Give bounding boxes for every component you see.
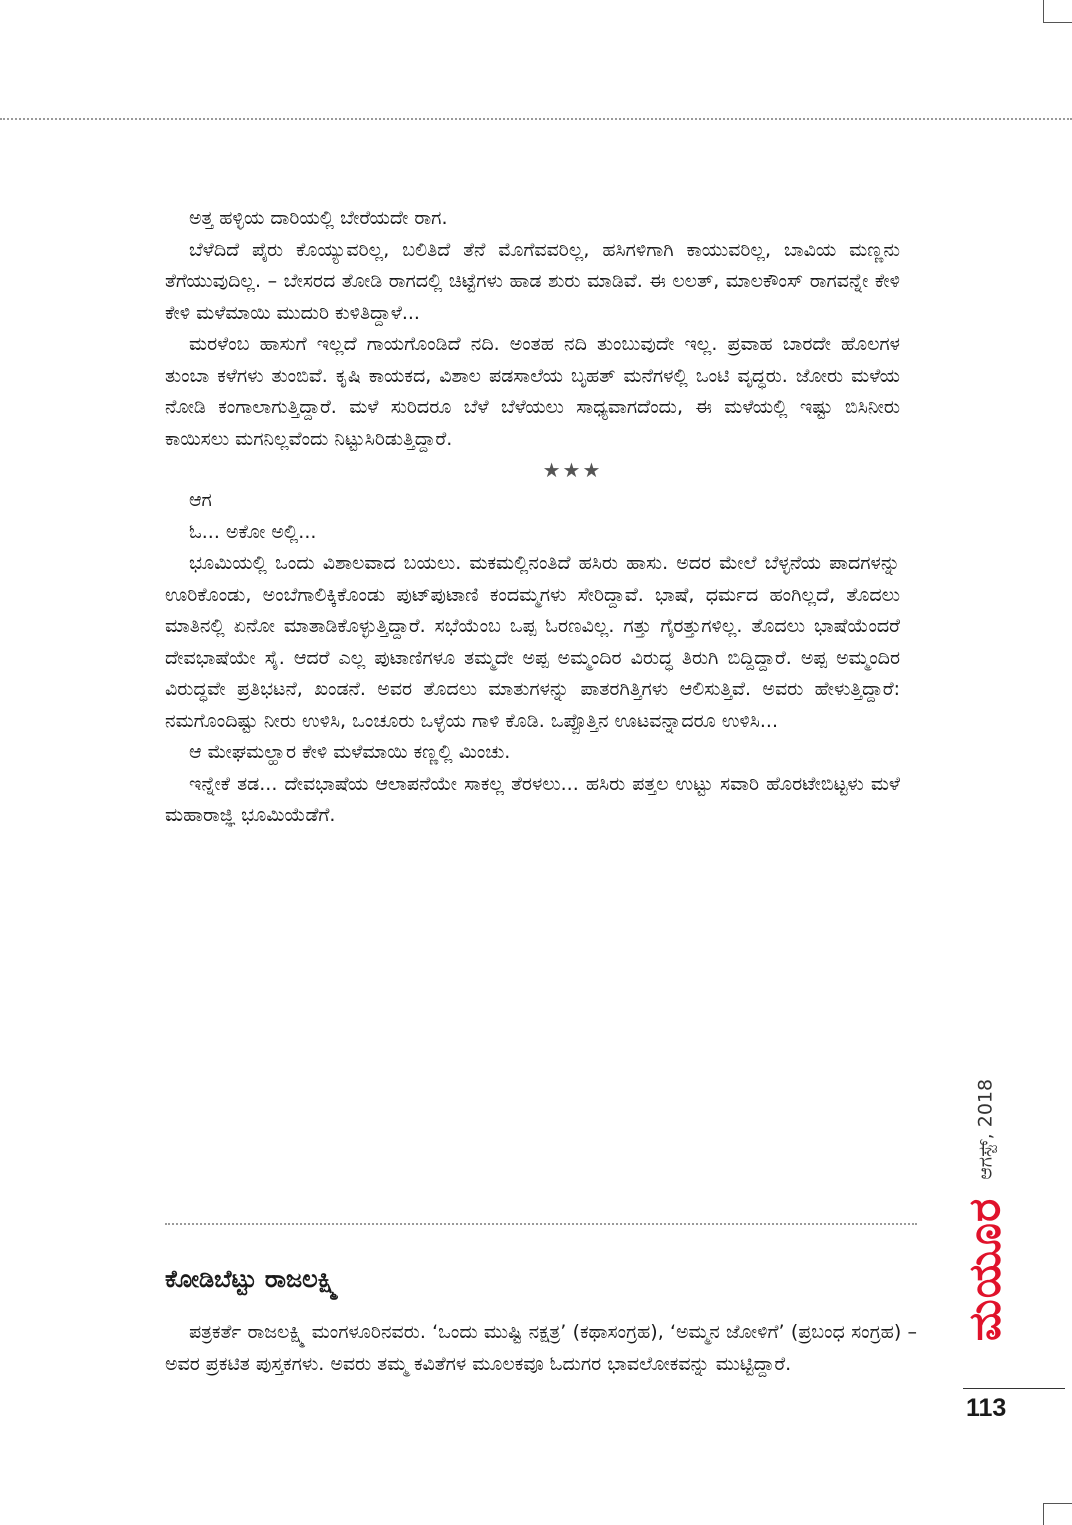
article-body — [165, 203, 900, 832]
author-name: ಕೋಡಿಬೆಟ್ಟು ರಾಜಲಕ್ಷ್ಮಿ — [165, 1265, 339, 1293]
author-dotted-divider — [165, 1223, 917, 1225]
article-paragraph: ಭೂಮಿಯಲ್ಲಿ ಒಂದು ವಿಶಾಲವಾದ ಬಯಲು. ಮಕಮಲ್ಲಿನಂತಿದೆ ಹಸಿರು ಹಾಸು. ಅದರ ಮೇಲೆ ಬೆಳ್ಳನೆಯ ಪಾದಗಳನ್ನು ಊರಿಕೊಂಡು, ಅಂಬೆಗಾಲಿಕ್ಕಿಕೊಂಡು ಪುಟ್‌ಪುಟಾಣಿ ಕಂದಮ್ಮಗಳು ಸೇರಿದ್ದಾವೆ. ಭಾಷೆ, ಧರ್ಮದ ಹಂಗಿಲ್ಲದೆ, ತೊದಲು ಮಾತಿನಲ್ಲಿ ಏನೋ ಮಾತಾಡಿಕೊಳ್ಳುತ್ತಿದ್ದಾರೆ. ಸಭೆಯೆಂಬ ಒಪ್ಪ ಓರಣವಿಲ್ಲ. ಗತ್ತು ಗೈರತ್ತುಗಳಿಲ್ಲ. ತೊದಲು ಭಾಷೆಯೆಂದರೆ ದೇವಭಾಷೆಯೇ ಸೈ. ಆದರೆ ಎಲ್ಲ ಪುಟಾಣಿಗಳೂ ತಮ್ಮದೇ ಅಪ್ಪ ಅಮ್ಮಂದಿರ ವಿರುದ್ಧ ತಿರುಗಿ ಬಿದ್ದಿದ್ದಾರೆ. ಅಪ್ಪ ಅಮ್ಮಂದಿರ ವಿರುದ್ಧವೇ ಪ್ರತಿಭಟನೆ, ಖಂಡನೆ. ಅವರ ತೊದಲು ಮಾತುಗಳನ್ನು ಪಾತರಗಿತ್ತಿಗಳು ಆಲಿಸುತ್ತಿವೆ. ಅವರು ಹೇಳುತ್ತಿದ್ದಾರೆ: ನಮಗೊಂದಿಷ್ಟು ನೀರು ಉಳಿಸಿ, ಒಂಚೂರು ಒಳ್ಳೆಯ ಗಾಳಿ ಕೊಡಿ. ಒಪ್ಪೊತ್ತಿನ ಊಟವನ್ನಾದರೂ ಉಳಿಸಿ... — [165, 552, 900, 732]
magazine-logo: ಮಯೂರ — [959, 1197, 1011, 1342]
article-paragraph: ಇನ್ನೇಕೆ ತಡ... ದೇವಭಾಷೆಯ ಆಲಾಪನೆಯೇ ಸಾಕಲ್ಲ ತೆರಳಲು... ಹಸಿರು ಪತ್ತಲ ಉಟ್ಟು ಸವಾರಿ ಹೊರಟೇಬಿಟ್ಟಳು ಮಳೆ ಮಹಾರಾಜ್ಞಿ ಭೂಮಿಯೆಡೆಗೆ. — [165, 772, 900, 826]
crop-mark-top — [1043, 0, 1044, 22]
issue-date: ಆಗಸ್ಟ್, 2018 — [974, 1078, 996, 1180]
article-paragraph: ಓ... ಅಕೋ ಅಲ್ಲಿ... — [189, 520, 317, 543]
crop-mark-bottom — [1043, 1503, 1044, 1525]
article-paragraph: ಆಗ — [189, 489, 212, 511]
section-separator: ★★★ — [542, 458, 603, 482]
magazine-side-label — [930, 1040, 1040, 1380]
author-bio: ಪತ್ರಕರ್ತೆ ರಾಜಲಕ್ಷ್ಮಿ ಮಂಗಳೂರಿನವರು. ‘ಒಂದು ಮುಷ್ಟಿ ನಕ್ಷತ್ರ’ (ಕಥಾಸಂಗ್ರಹ), ‘ಅಮ್ಮನ ಜೋಳಿಗೆ’ (ಪ್ರಬಂಧ ಸಂಗ್ರಹ) – ಅವರ ಪ್ರಕಟಿತ ಪುಸ್ತಕಗಳು. ಅವರು ತಮ್ಮ ಕವಿತೆಗಳ ಮೂಲಕವೂ ಓದುಗರ ಭಾವಲೋಕವನ್ನು ಮುಟ್ಟಿದ್ದಾರೆ. — [165, 1321, 917, 1375]
crop-mark-bottom-horizontal — [1043, 1503, 1072, 1504]
article-paragraph: ಬೆಳೆದಿದೆ ಪೈರು ಕೊಯ್ಯುವರಿಲ್ಲ, ಬಲಿತಿದೆ ತೆನೆ ಮೊಗೆವವರಿಲ್ಲ, ಹಸಿಗಳಿಗಾಗಿ ಕಾಯುವರಿಲ್ಲ, ಬಾವಿಯ ಮಣ್ಣನು ತೆಗೆಯುವುದಿಲ್ಲ. – ಬೇಸರದ ತೋಡಿ ರಾಗದಲ್ಲಿ ಚಿಟ್ಟೆಗಳು ಹಾಡ ಶುರು ಮಾಡಿವೆ. ಈ ಲಲತ್, ಮಾಲಕೌಂಸ್ ರಾಗವನ್ನೇ ಕೇಳಿ ಕೇಳಿ ಮಳೆಮಾಯಿ ಮುದುರಿ ಕುಳಿತಿದ್ದಾಳೆ... — [165, 238, 900, 324]
crop-mark-top-horizontal — [1043, 22, 1072, 23]
page-number-rule — [963, 1388, 1065, 1389]
article-paragraph: ಮರಳೆಂಬ ಹಾಸುಗೆ ಇಲ್ಲದೆ ಗಾಯಗೊಂಡಿದೆ ನದಿ. ಅಂತಹ ನದಿ ತುಂಬುವುದೇ ಇಲ್ಲ. ಪ್ರವಾಹ ಬಾರದೇ ಹೊಲಗಳ ತುಂಬಾ ಕಳೆಗಳು ತುಂಬಿವೆ. ಕೃಷಿ ಕಾಯಕದ, ವಿಶಾಲ ಪಡಸಾಲೆಯ ಬೃಹತ್ ಮನೆಗಳಲ್ಲಿ ಒಂಟಿ ವೃದ್ಧರು. ಜೋರು ಮಳೆಯ ನೋಡಿ ಕಂಗಾಲಾಗುತ್ತಿದ್ದಾರೆ. ಮಳೆ ಸುರಿದರೂ ಬೆಳೆ ಬೆಳೆಯಲು ಸಾಧ್ಯವಾಗದೆಂದು, ಈ ಮಳೆಯಲ್ಲಿ ಇಷ್ಟು ಬಿಸಿನೀರು ಕಾಯಿಸಲು ಮಗನಿಲ್ಲವೆಂದು ನಿಟ್ಟುಸಿರಿಡುತ್ತಿದ್ದಾರೆ. — [165, 333, 900, 450]
page-number: 113 — [966, 1394, 1007, 1422]
article-paragraph: ಅತ್ತ ಹಳ್ಳಿಯ ದಾರಿಯಲ್ಲಿ ಬೇರೆಯದೇ ರಾಗ. — [189, 207, 448, 229]
article-paragraph: ಆ ಮೇಘಮಲ್ಹಾರ ಕೇಳಿ ಮಳೆಮಾಯಿ ಕಣ್ಣಲ್ಲಿ ಮಿಂಚು. — [189, 741, 511, 763]
top-dotted-divider — [0, 118, 1072, 120]
